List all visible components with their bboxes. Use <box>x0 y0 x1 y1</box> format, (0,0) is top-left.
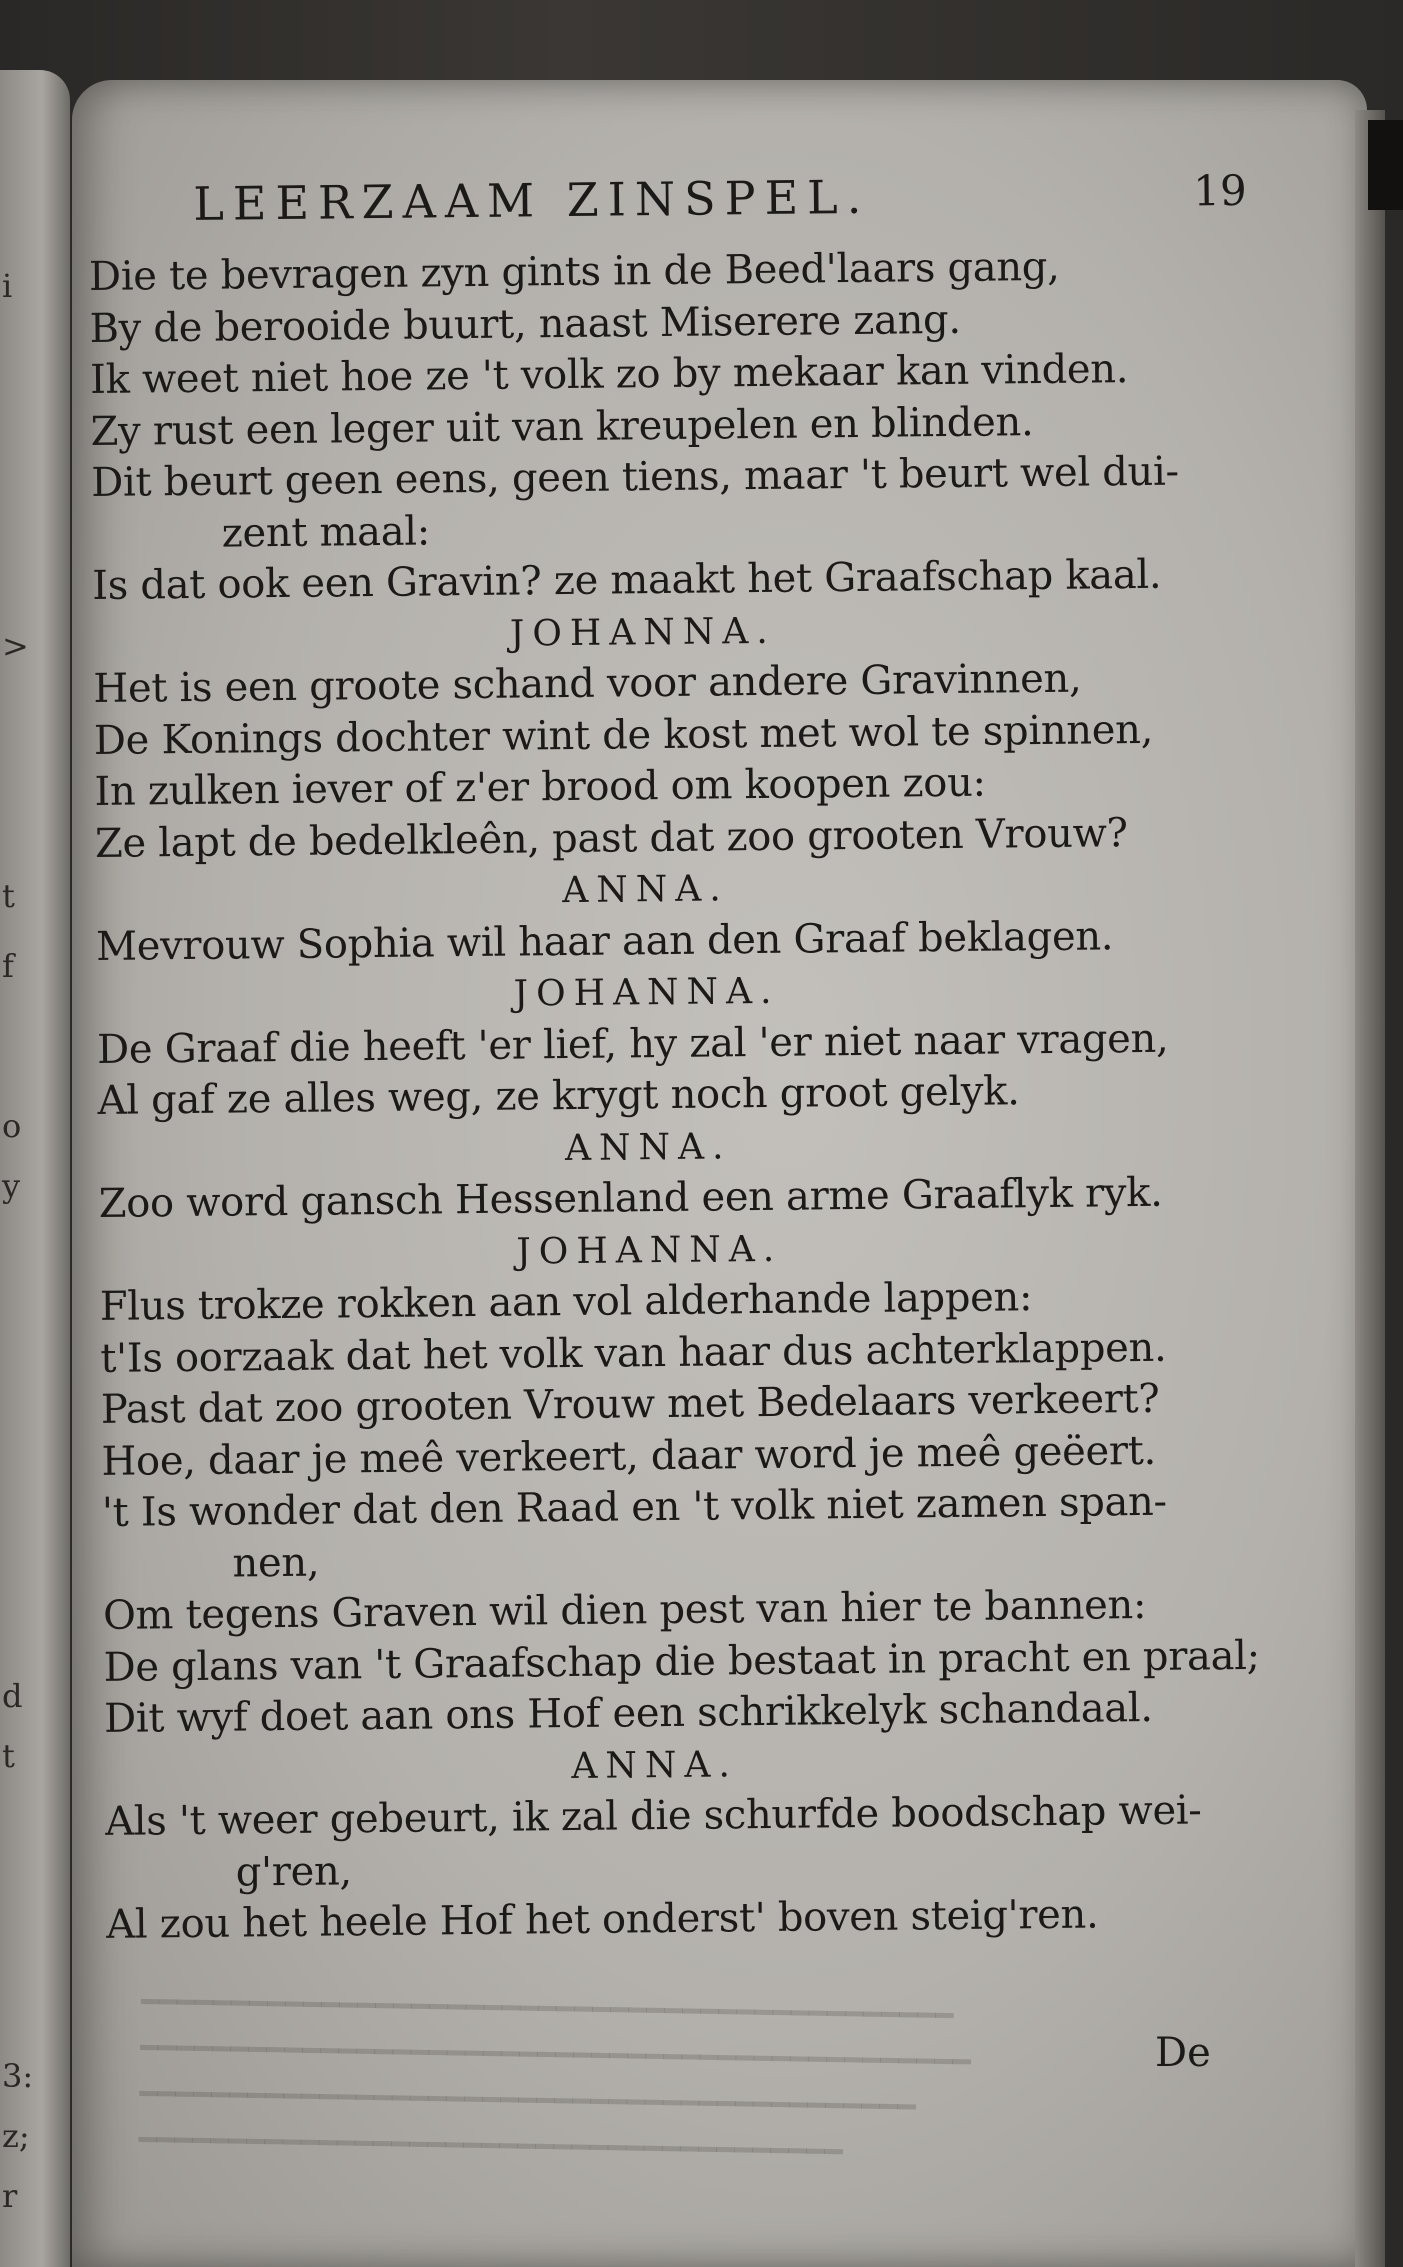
left-page-fragment: r <box>2 2177 18 2215</box>
page-text <box>88 165 1261 1951</box>
running-head-title: LEERZAAM ZINSPEL. <box>192 169 871 231</box>
left-page-fragment: z; <box>2 2117 30 2155</box>
verse-line: Flus trokze rokken aan vol alderhande lappen: <box>99 1274 1033 1330</box>
verse-line: Het is een groote schand voor andere Gravinnen, <box>93 655 1082 712</box>
running-head <box>88 165 1247 252</box>
verse-line: Ik weet niet hoe ze 't volk zo by mekaar kan vinden. <box>89 346 1129 403</box>
verse-lines <box>88 240 1261 1951</box>
verse-line: Al zou het heele Hof het onderst' boven steig'ren. <box>106 1891 1099 1948</box>
verse-line: Hoe, daar je meê verkeert, daar word je meê geëert. <box>101 1427 1157 1485</box>
verse-line: 't Is wonder dat den Raad en 't volk niet zamen span- <box>101 1478 1167 1536</box>
speaker-heading: ANNA. <box>562 868 729 912</box>
left-page-fragment: i <box>2 267 13 305</box>
verse-line: Als 't weer gebeurt, ik zal die schurfde boodschap wei- <box>104 1787 1202 1845</box>
left-page-fragment: y <box>2 1167 21 1205</box>
left-page-fragment: d <box>2 1677 23 1715</box>
catchword: De <box>1155 2030 1211 2076</box>
verse-line: In zulken iever of z'er brood om koopen zou: <box>94 759 986 815</box>
bleed-through-text: ━━━━━━━━━━━━━━━━━━━━━━━━━━━━━━━━━━━━━━━ ━━━━━━━━━━━━━━━━━━━━━━━━━━━━━━━━━━━━━━━━━━━ ━━━━━━━━━━━━━━━━━━━━━━━━━━━━━━━━━━━━━━━━━━━━━━ ━━━━━━━━━━━━━━━━━━━━━━━━━━━━━━━━━━━━━━━━━━━━━ <box>138 1983 972 2169</box>
left-page-fragment: 3: <box>2 2057 34 2095</box>
speaker-heading: ANNA. <box>564 1125 732 1169</box>
verse-line: Dit wyf doet aan ons Hof een schrikkelyk schandaal. <box>103 1684 1153 1742</box>
verse-line: Ze lapt de bedelkleên, past dat zoo grooten Vrouw? <box>94 809 1128 867</box>
verse-line: By de berooide buurt, naast Miserere zang. <box>89 296 962 352</box>
left-page-fragment: o <box>2 1107 22 1145</box>
speaker-heading: JOHANNA. <box>509 610 776 655</box>
verse-line: De Konings dochter wint de kost met wol te spinnen, <box>93 706 1154 764</box>
speaker-heading: JOHANNA. <box>513 970 780 1015</box>
verse-line-continuation: g'ren, <box>235 1847 353 1896</box>
verse-line: Al gaf ze alles weg, ze krygt noch groot gelyk. <box>97 1068 1020 1124</box>
verse-line: Past dat zoo grooten Vrouw met Bedelaars verkeert? <box>100 1375 1160 1433</box>
verse-line: t'Is oorzaak dat het volk van haar dus achterklappen. <box>100 1324 1167 1382</box>
verse-line: Zoo word gansch Hessenland een arme Graaflyk ryk. <box>98 1169 1163 1227</box>
verse-line: Is dat ook een Gravin? ze maakt het Graafschap kaal. <box>92 551 1162 609</box>
left-page-fragment: t <box>2 1737 15 1775</box>
speaker-heading: JOHANNA. <box>516 1228 783 1273</box>
speaker-heading: ANNA. <box>571 1743 739 1787</box>
verse-line: Mevrouw Sophia wil haar aan den Graaf beklagen. <box>95 912 1114 970</box>
verse-line: Dit beurt geen eens, geen tiens, maar 't beurt wel dui- <box>90 448 1179 506</box>
verse-line-continuation: nen, <box>232 1539 320 1587</box>
verse-line: Zy rust een leger uit van kreupelen en blinden. <box>90 398 1034 455</box>
left-page-fragment: f <box>2 947 14 985</box>
verse-line-continuation: zent maal: <box>221 507 431 557</box>
left-page-fragment: t <box>2 877 15 915</box>
page-number: 19 <box>1192 165 1247 216</box>
left-page-edge <box>0 70 70 2267</box>
verse-line: Die te bevragen zyn gints in de Beed'laars gang, <box>88 243 1060 300</box>
bookmark-ribbon <box>1368 120 1403 210</box>
left-page-fragment: > <box>2 627 29 665</box>
page-stack-edge <box>1355 110 1385 2267</box>
verse-line: Om tegens Graven wil dien pest van hier te bannen: <box>102 1581 1147 1639</box>
verse-line: De glans van 't Graafschap die bestaat in pracht en praal; <box>103 1632 1261 1691</box>
verse-line: De Graaf die heeft 'er lief, hy zal 'er niet naar vragen, <box>96 1015 1169 1073</box>
